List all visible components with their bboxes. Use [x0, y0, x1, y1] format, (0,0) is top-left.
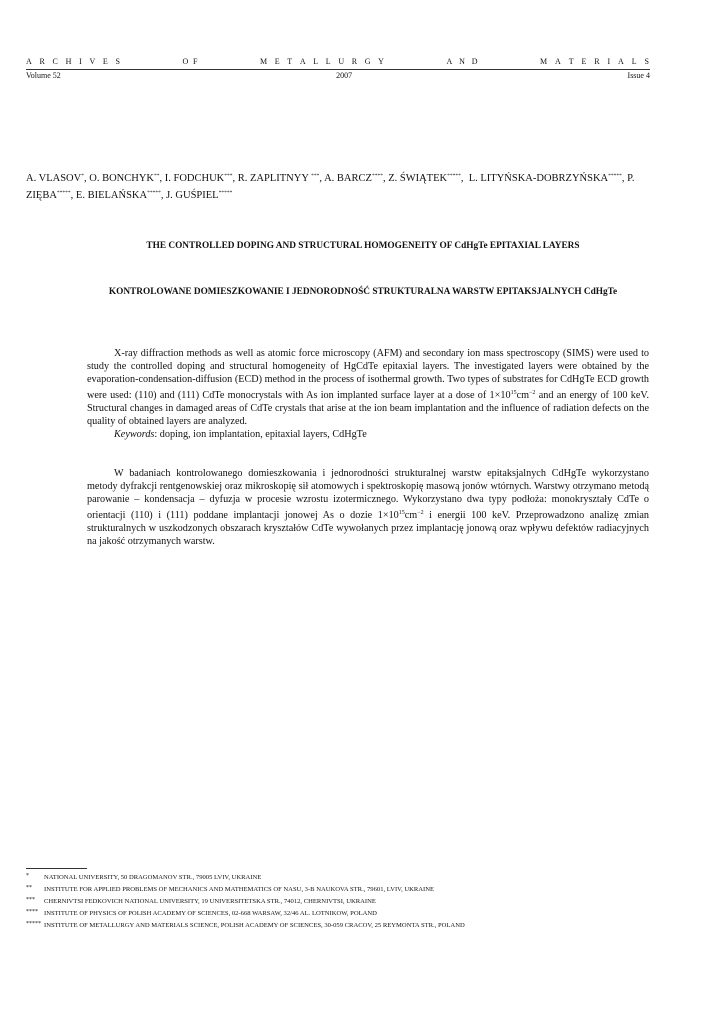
footnote-item	[26, 870, 666, 882]
footnote-text: INSTITUTE OF METALLURGY AND MATERIALS SCIENCE, POLISH ACADEMY OF SCIENCES, 30-059 CRACOV, 25 REYMONTA STR., POLAND	[44, 922, 465, 929]
journal-word: O F	[182, 57, 199, 66]
issue-label: Issue 4	[627, 71, 650, 80]
issue-info	[26, 71, 650, 80]
keywords-label: Keywords	[114, 429, 155, 441]
footnote-item	[26, 906, 666, 918]
author-list: A. VLASOV*, O. BONCHYK**, I. FODCHUK***, R. ZAPLITNYY ***, A. BARCZ****, Z. ŚWIĄTEK*****, L. LITYŃSKA-DOBRZYŃSKA*****, P. ZIĘBA*****, E. BIELAŃSKA*****, J. GUŚPIEL*****	[26, 173, 635, 201]
year-label: 2007	[336, 71, 353, 80]
footnote-item	[26, 882, 666, 894]
footnote-mark: *****	[26, 921, 41, 927]
keywords-list: : doping, ion implantation, epitaxial layers, CdHgTe	[154, 429, 367, 441]
footnote-text: CHERNIVTSI FEDKOVICH NATIONAL UNIVERSITY, 19 UNIVERSITETSKA STR., 74012, CHERNIVTSI, UKRAINE	[44, 898, 376, 905]
footnote-text: NATIONAL UNIVERSITY, 50 DRAGOMANOV STR., 79005 LVIV, UKRAINE	[44, 874, 262, 881]
affiliation-mark: *	[81, 173, 84, 179]
title-english: THE CONTROLLED DOPING AND STRUCTURAL HOMOGENEITY OF CdHgTe EPITAXIAL LAYERS	[146, 241, 580, 251]
abstract-polish	[87, 467, 649, 548]
affiliation-mark: ***	[224, 173, 233, 179]
footnote-mark: ****	[26, 909, 38, 915]
journal-word: A N D	[446, 57, 479, 66]
author-name: A. BARCZ	[324, 173, 372, 184]
affiliation-mark: ***	[311, 173, 320, 179]
author-name: O. BONCHYK	[89, 173, 154, 184]
footnote-item	[26, 918, 666, 930]
author-name: P. ZIĘBA	[26, 173, 635, 201]
affiliation-mark: ****	[371, 173, 383, 179]
affiliation-mark: *****	[56, 190, 71, 196]
journal-word: A R C H I V E S	[26, 57, 121, 66]
author-name: A. VLASOV	[26, 173, 82, 184]
author-name: I. FODCHUK	[164, 173, 225, 184]
author-name: J. GUŚPIEL	[166, 190, 219, 201]
volume-label: Volume 52	[26, 71, 61, 80]
footnote-text: INSTITUTE FOR APPLIED PROBLEMS OF MECHANICS AND MATHEMATICS OF NASU, 3-B NAUKOVA STR., 79601, LVIV, UKRAINE	[44, 886, 435, 893]
abstract-english	[87, 347, 649, 441]
affiliation-mark: *****	[147, 190, 161, 196]
footnotes	[26, 870, 666, 930]
footnote-text: INSTITUTE OF PHYSICS OF POLISH ACADEMY OF SCIENCES, 02-668 WARSAW, 32/46 AL. LOTNIKOW, POLAND	[44, 910, 377, 917]
journal-word: M A T E R I A L S	[540, 57, 650, 66]
affiliation-mark: *****	[608, 173, 622, 179]
author-name: E. BIELAŃSKA	[75, 190, 148, 201]
footnote-mark: *	[26, 873, 29, 879]
journal-name	[26, 57, 650, 69]
abstract-polish-text: W badaniach kontrolowanego domieszkowania i jednorodności strukturalnej warstw epitaksjalnych CdHgTe wykorzystano metody dyfrakcji rentgenowskiej oraz mikroskopię sił atomowych i spektroskopię masową jonów wtórnych. Warstwy otrzymano metodą parowanie – kondensacja – dyfuzja w procesie wzrostu izotermicznego. Wykorzystano dwa typy podłoża: monokryształy CdTe o orientacji (110) i (111) poddane implantacji jonowej As o dozie $1\times 10^{15}cm^{-2}$ i energii 100 keV. Przeprowadzono analizę zmian strukturalnych w uszkodzonych obszarach kryształów CdTe wywołanych przez implantację jonową oraz wpływu defektów radiacyjnych na jakość otrzymanych warstw.	[87, 468, 649, 548]
affiliation-mark: *****	[447, 173, 461, 179]
abstract-english-text: X-ray diffraction methods as well as atomic force microscopy (AFM) and secondary ion mass spectroscopy (SIMS) were used to study the controlled doping and structural homogeneity of HgCdTe epitaxial layers. The investigated layers were obtained by the evaporation-condensation-diffusion (ECD) method in the process of isothermal growth. Two types of substrates for CdHgTe ECD growth were used: (110) and (111) CdTe monocrystals with As ion implanted surface layer at a dose of $1\times 10^{15}cm^{-2}$ and an energy of 100 keV. Structural changes in damaged areas of CdTe crystals that arise at the ion beam implantation and the influence of radiation defects on the quality of obtained layers are analyzed.	[87, 348, 649, 428]
author-name: L. LITYŃSKA-DOBRZYŃSKA	[468, 173, 609, 184]
author-name: R. ZAPLITNYY	[237, 173, 312, 184]
keywords	[87, 428, 649, 441]
journal-word: M E T A L L U R G Y	[260, 57, 385, 66]
affiliation-mark: *****	[218, 190, 233, 196]
footnote-mark: ***	[26, 897, 35, 903]
header-rule	[26, 69, 650, 70]
footnote-mark: **	[26, 885, 32, 891]
footnote-item	[26, 894, 666, 906]
author-name: Z. ŚWIĄTEK	[388, 173, 448, 184]
footnote-rule	[26, 868, 87, 869]
title-polish: KONTROLOWANE DOMIESZKOWANIE I JEDNORODNOŚĆ STRUKTURALNA WARSTW EPITAKSJALNYCH CdHgTe	[108, 287, 618, 297]
affiliation-mark: **	[154, 173, 160, 179]
